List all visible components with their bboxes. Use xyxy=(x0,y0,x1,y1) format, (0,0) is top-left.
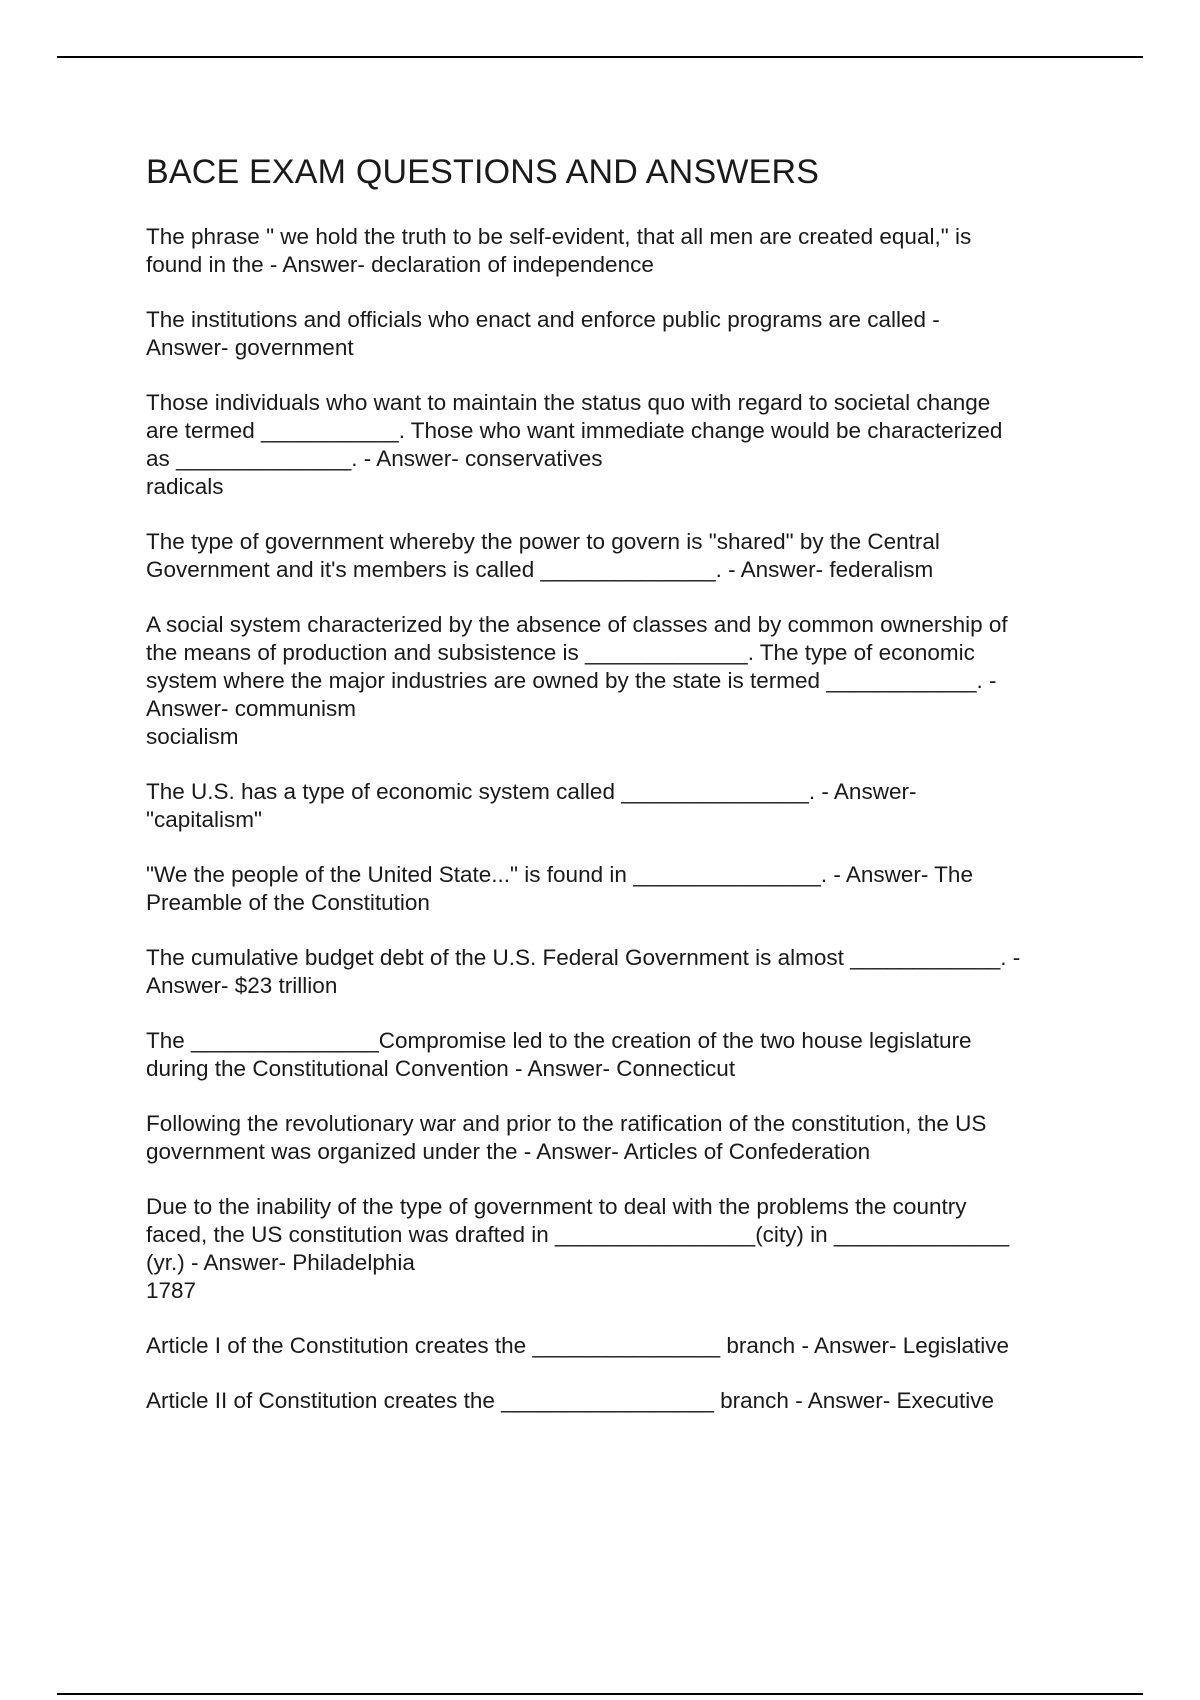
qa-entry: Those individuals who want to maintain the status quo with regard to societal change are termed ___________. Those who want immediate change would be characterized as ______________. - Answer- conservatives radicals xyxy=(146,389,1003,499)
qa-entry: The U.S. has a type of economic system called _______________. - Answer- "capitalism" xyxy=(146,778,917,832)
qa-entry: A social system characterized by the absence of classes and by common ownership of the means of production and subsistence is _____________. The type of economic system where the major industries are owned by the state is termed ____________. - Answer- communism socialism xyxy=(146,611,1008,749)
qa-entry: The institutions and officials who enact and enforce public programs are called - Answer- government xyxy=(146,306,940,360)
qa-entry: Article I of the Constitution creates the _______________ branch - Answer- Legislative xyxy=(146,1332,1010,1358)
qa-entry: The _______________Compromise led to the creation of the two house legislature during the Constitutional Convention - Answer- Connecticut xyxy=(146,1027,972,1081)
qa-entry: The cumulative budget debt of the U.S. Federal Government is almost ____________. - Answer- $23 trillion xyxy=(146,944,1021,998)
qa-entry: "We the people of the United State..." is found in _______________. - Answer- The Preamble of the Constitution xyxy=(146,861,973,915)
document-title: BACE EXAM QUESTIONS AND ANSWERS xyxy=(146,153,820,191)
top-rule xyxy=(57,56,1143,58)
qa-entry: The phrase " we hold the truth to be self-evident, that all men are created equal," is found in the - Answer- declaration of independence xyxy=(146,223,972,277)
bottom-rule xyxy=(57,1693,1143,1695)
qa-entry: Following the revolutionary war and prior to the ratification of the constitution, the US government was organized under the - Answer- Articles of Confederation xyxy=(146,1110,987,1164)
document-body xyxy=(146,152,1096,1442)
qa-entry: Article II of Constitution creates the _________________ branch - Answer- Executive xyxy=(146,1387,995,1413)
qa-entry: The type of government whereby the power to govern is "shared" by the Central Government and it's members is called ______________. - Answer- federalism xyxy=(146,528,940,582)
qa-entry: Due to the inability of the type of government to deal with the problems the country faced, the US constitution was drafted in ________________(city) in ______________ (yr.) - Answer- Philadelphia 1787 xyxy=(146,1193,1010,1303)
